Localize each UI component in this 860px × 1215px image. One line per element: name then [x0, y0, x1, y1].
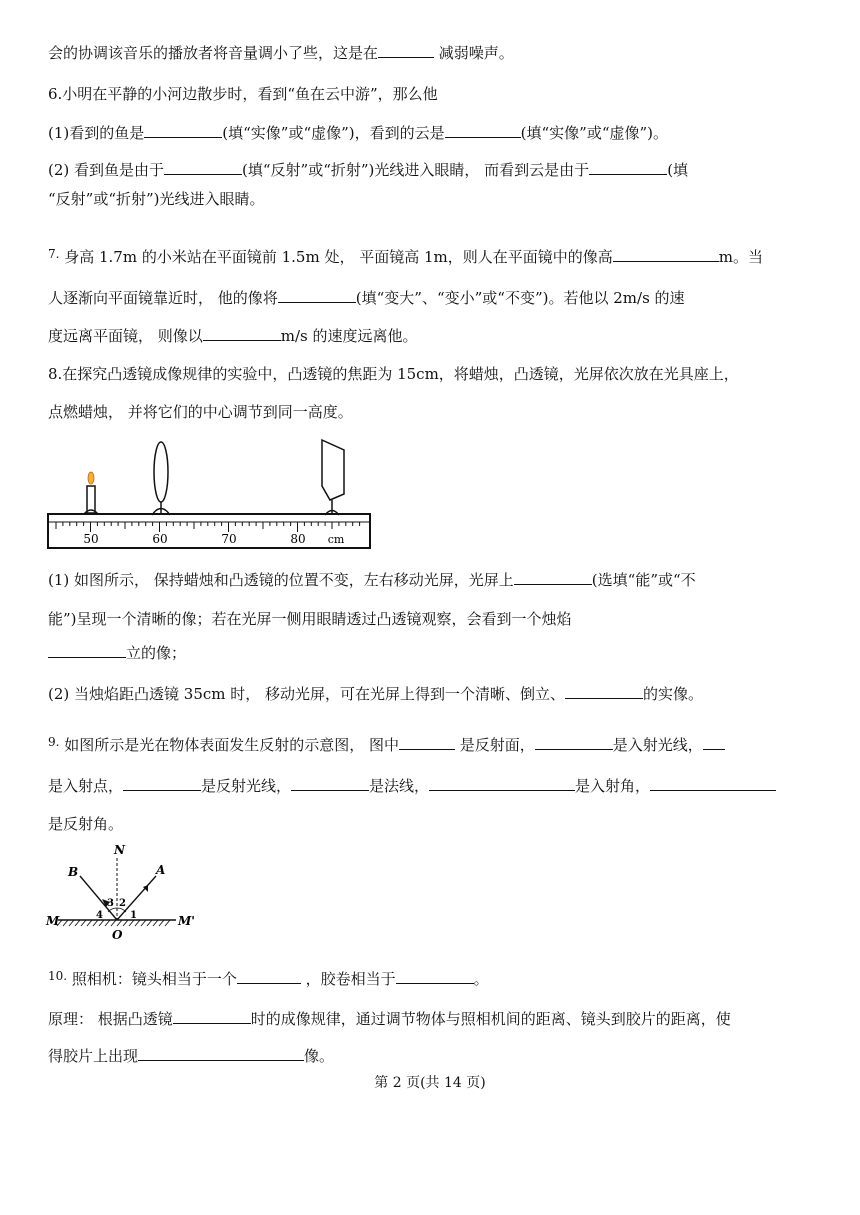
question-10-principle-line-2 — [48, 1046, 334, 1066]
answer-blank[interactable] — [164, 160, 242, 175]
text-segment: ，胶卷相当于 — [300, 970, 396, 988]
question-6 — [48, 84, 438, 104]
text-segment: 人逐渐向平面镜靠近时， 他的像将 — [48, 289, 278, 307]
text-segment: 照相机：镜头相当于一个 — [67, 970, 237, 988]
text-segment: (填“变大”、“变小”或“不变”)。若他以 2m/s 的速 — [355, 289, 685, 307]
text-segment: 是入射点， — [48, 777, 124, 795]
question-7-line-2 — [48, 288, 685, 308]
answer-blank[interactable] — [650, 776, 776, 791]
light-screen-icon — [322, 440, 344, 515]
answer-blank[interactable] — [535, 735, 613, 750]
text-segment: (填“实像”或“虚像”)。 — [520, 124, 669, 142]
question-6-part-2-cont — [48, 189, 265, 209]
answer-blank[interactable] — [278, 288, 356, 303]
answer-blank[interactable] — [396, 969, 474, 984]
answer-blank[interactable] — [399, 735, 455, 750]
text-segment: 是反射面， — [455, 736, 535, 754]
text-segment: 的实像。 — [643, 685, 704, 703]
text-segment: (填“实像”或“虚像”)，看到的云是 — [222, 124, 445, 142]
label-A: A — [156, 863, 166, 877]
answer-blank[interactable] — [48, 643, 126, 658]
text-segment: 像。 — [304, 1047, 335, 1065]
text-segment: (2) 当烛焰距凸透镜 35cm 时， 移动光屏，可在光屏上得到一个清晰、倒立、 — [48, 685, 566, 703]
question-8-part-1-line-3 — [48, 643, 186, 663]
answer-blank[interactable] — [613, 247, 719, 262]
hatch-mark — [69, 920, 74, 926]
answer-blank[interactable] — [123, 776, 201, 791]
text-segment: (填“反射”或“折射”)光线进入眼睛， 而看到云是由于 — [242, 161, 590, 179]
answer-blank[interactable] — [291, 776, 369, 791]
text-segment: 立的像； — [126, 644, 187, 662]
text-segment: 得胶片上出现 — [48, 1047, 139, 1065]
question-9-line-2 — [48, 776, 776, 796]
question-8-part-1-line-2 — [48, 609, 572, 629]
answer-blank[interactable] — [237, 969, 301, 984]
answer-blank[interactable] — [144, 123, 222, 138]
hatch-mark — [111, 920, 116, 926]
hatch-mark — [165, 920, 170, 926]
question-10-principle — [48, 1009, 731, 1029]
text-segment: 是入射角， — [575, 777, 651, 795]
label-M: M — [46, 914, 60, 928]
angle-label-1: 1 — [130, 910, 137, 921]
question-8-part-1 — [48, 570, 696, 590]
text-segment: (1)看到的鱼是 — [48, 124, 145, 142]
text-segment: 是反射角。 — [48, 815, 124, 833]
answer-blank[interactable] — [445, 123, 521, 138]
question-10 — [48, 966, 489, 989]
text-segment: 会的协调该音乐的播放者将音量调小了些，这是在 — [48, 44, 379, 62]
question-8-part-2 — [48, 684, 703, 704]
text-segment: (1) 如图所示， 保持蜡烛和凸透镜的位置不变，左右移动光屏，光屏上 — [48, 571, 514, 589]
hatch-mark — [63, 920, 68, 926]
question-number: 9. — [48, 735, 60, 749]
text-segment: 能”)呈现一个清晰的像；若在光屏一侧用眼睛透过凸透镜观察，会看到一个烛焰 — [48, 610, 572, 628]
text-segment: (填 — [667, 161, 689, 179]
hatch-mark — [141, 920, 146, 926]
text-segment: 原理： 根据凸透镜 — [48, 1010, 173, 1028]
tick-label: 80 — [290, 532, 306, 546]
surface-hatching — [57, 920, 170, 926]
hatch-mark — [87, 920, 92, 926]
answer-blank[interactable] — [203, 326, 281, 341]
hatch-mark — [123, 920, 128, 926]
text-segment: 度远离平面镜， 则像以 — [48, 327, 203, 345]
angle-label-4: 4 — [96, 910, 103, 921]
text-segment: m/s 的速度远离他。 — [280, 327, 418, 345]
angle-label-2: 2 — [119, 898, 126, 909]
hatch-mark — [105, 920, 110, 926]
tick-label: 60 — [152, 532, 168, 546]
hatch-mark — [153, 920, 158, 926]
text-line — [48, 43, 514, 63]
text-segment: 。 — [473, 970, 489, 988]
page-footer: 第 2 页(共 14 页) — [374, 1075, 486, 1091]
hatch-mark — [147, 920, 152, 926]
text-segment: 是反射光线， — [201, 777, 292, 795]
tick-label: 70 — [221, 532, 237, 546]
answer-blank[interactable] — [138, 1046, 304, 1061]
text-segment: (2) 看到鱼是由于 — [48, 161, 165, 179]
text-segment: m。当 — [718, 248, 763, 266]
answer-blank[interactable] — [429, 776, 575, 791]
unit-label: cm — [327, 533, 345, 546]
question-9-line-3 — [48, 814, 123, 834]
question-7-line-3 — [48, 326, 418, 346]
question-8-line-2 — [48, 402, 353, 422]
bench-scale-ticks — [56, 522, 360, 532]
text-segment: 如图所示是光在物体表面发生反射的示意图， 图中 — [59, 736, 399, 754]
question-9 — [48, 732, 725, 755]
answer-blank[interactable] — [173, 1009, 251, 1024]
answer-blank[interactable] — [565, 684, 643, 699]
question-6-part-1 — [48, 123, 668, 143]
reflection-diagram — [44, 842, 204, 942]
hatch-mark — [81, 920, 86, 926]
text-segment: “反射”或“折射”)光线进入眼睛。 — [48, 190, 265, 208]
question-7 — [48, 244, 763, 267]
hatch-mark — [117, 920, 122, 926]
arrow-icon — [143, 885, 148, 892]
angle-label-3: 3 — [107, 898, 114, 909]
text-segment: 8.在探究凸透镜成像规律的实验中，凸透镜的焦距为 15cm，将蜡烛，凸透镜，光屏依次放在光具座上， — [48, 365, 739, 383]
question-6-part-2 — [48, 160, 688, 180]
answer-blank[interactable] — [378, 43, 434, 58]
text-segment: 减弱噪声。 — [434, 44, 514, 62]
tick-label: 50 — [83, 532, 99, 546]
text-segment: 6.小明在平静的小河边散步时，看到“鱼在云中游”，那么他 — [48, 85, 438, 103]
text-segment: 时的成像规律，通过调节物体与照相机间的距离、镜头到胶片的距离，使 — [250, 1010, 731, 1028]
text-segment: 是入射光线， — [612, 736, 703, 754]
label-B: B — [68, 865, 79, 879]
label-M-prime: M' — [178, 914, 195, 928]
text-segment: 身高 1.7m 的小米站在平面镜前 1.5m 处， 平面镜高 1m，则人在平面镜中的像高 — [59, 248, 613, 266]
question-8 — [48, 364, 739, 384]
answer-blank[interactable] — [514, 570, 592, 585]
answer-blank[interactable] — [703, 735, 725, 750]
question-number: 10. — [48, 969, 68, 983]
label-N: N — [114, 843, 125, 857]
convex-lens-icon — [152, 442, 170, 515]
text-segment: 是法线， — [369, 777, 430, 795]
text-segment: 点燃蜡烛， 并将它们的中心调节到同一高度。 — [48, 403, 353, 421]
text-segment: (选填“能”或“不 — [591, 571, 696, 589]
answer-blank[interactable] — [589, 160, 667, 175]
candle-icon — [84, 472, 98, 514]
label-O: O — [112, 928, 123, 942]
hatch-mark — [159, 920, 164, 926]
optical-bench-figure — [44, 436, 378, 554]
question-number: 7. — [48, 247, 60, 261]
hatch-mark — [75, 920, 80, 926]
